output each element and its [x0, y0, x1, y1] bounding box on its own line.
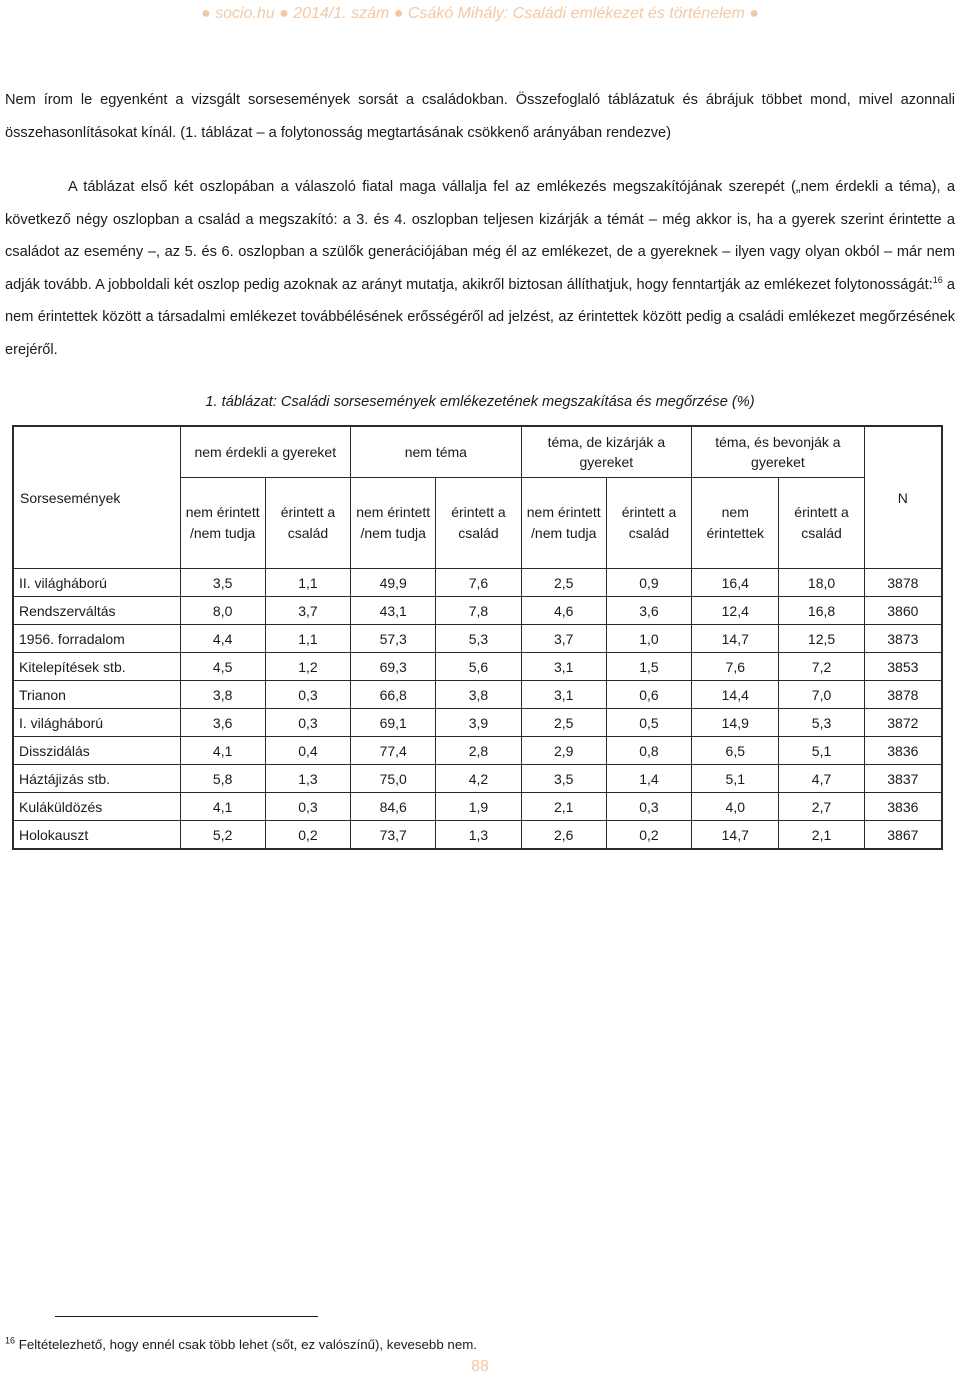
- value-cell: 7,2: [779, 653, 864, 681]
- value-cell: 4,2: [436, 765, 521, 793]
- row-label: Disszidálás: [13, 737, 180, 765]
- table-caption: 1. táblázat: Családi sorsesemények emlékezetének megszakítása és megőrzése (%): [205, 394, 755, 410]
- n-cell: 3878: [864, 569, 942, 597]
- row-label: Holokauszt: [13, 821, 180, 850]
- value-cell: 7,6: [692, 653, 779, 681]
- value-cell: 0,6: [606, 681, 691, 709]
- row-label: Trianon: [13, 681, 180, 709]
- value-cell: 43,1: [351, 597, 436, 625]
- n-cell: 3872: [864, 709, 942, 737]
- value-cell: 7,6: [436, 569, 521, 597]
- running-header: ● socio.hu ● 2014/1. szám ● Csákó Mihály: Családi emlékezet és történelem ●: [200, 5, 759, 22]
- value-cell: 49,9: [351, 569, 436, 597]
- n-cell: 3873: [864, 625, 942, 653]
- paragraph-intro: Nem írom le egyenként a vizsgált sorsesemények sorsát a családokban. Összefoglaló táblázatuk és ábrájuk többet mond, mivel azonnali összehasonlításokat kínál. (1. táblázat – a folytonosság megtartásának csökkenő arányában rendezve): [5, 92, 955, 141]
- value-cell: 1,3: [436, 821, 521, 850]
- value-cell: 1,5: [606, 653, 691, 681]
- value-cell: 3,6: [606, 597, 691, 625]
- value-cell: 14,7: [692, 821, 779, 850]
- row-label: I. világháború: [13, 709, 180, 737]
- value-cell: 4,5: [180, 653, 265, 681]
- value-cell: 4,1: [180, 793, 265, 821]
- value-cell: 5,1: [779, 737, 864, 765]
- value-cell: 8,0: [180, 597, 265, 625]
- table-row: [13, 709, 942, 737]
- value-cell: 2,1: [521, 793, 606, 821]
- value-cell: 1,4: [606, 765, 691, 793]
- value-cell: 1,1: [265, 625, 350, 653]
- table-body: [13, 569, 942, 850]
- group-header-topic-excluded: téma, de kizárják a gyereket: [521, 426, 692, 478]
- value-cell: 1,3: [265, 765, 350, 793]
- value-cell: 7,0: [779, 681, 864, 709]
- value-cell: 18,0: [779, 569, 864, 597]
- value-cell: 2,8: [436, 737, 521, 765]
- footnote-reference[interactable]: 16: [932, 274, 943, 285]
- subheader-cell: érintett a család: [779, 478, 864, 569]
- table-row: [13, 597, 942, 625]
- value-cell: 2,9: [521, 737, 606, 765]
- subheader-cell: nem érintett /nem tudja: [521, 478, 606, 569]
- subheader-cell: nem érintett /nem tudja: [351, 478, 436, 569]
- value-cell: 2,7: [779, 793, 864, 821]
- value-cell: 14,4: [692, 681, 779, 709]
- row-header-cell: Sorsesemények: [13, 426, 180, 569]
- value-cell: 75,0: [351, 765, 436, 793]
- value-cell: 0,8: [606, 737, 691, 765]
- value-cell: 77,4: [351, 737, 436, 765]
- footnote-separator: [55, 1316, 318, 1317]
- table-row: [13, 625, 942, 653]
- value-cell: 4,6: [521, 597, 606, 625]
- paragraph-table-explanation: [5, 171, 955, 366]
- value-cell: 84,6: [351, 793, 436, 821]
- row-label: 1956. forradalom: [13, 625, 180, 653]
- table-row: [13, 653, 942, 681]
- group-header-not-interested: nem érdekli a gyereket: [180, 426, 351, 478]
- row-label: Rendszerváltás: [13, 597, 180, 625]
- subheader-cell: érintett a család: [436, 478, 521, 569]
- footnote-text: Feltételezhető, hogy ennél csak több lehet (sőt, ez valószínű), kevesebb nem.: [15, 1337, 477, 1352]
- table-row: [13, 681, 942, 709]
- value-cell: 66,8: [351, 681, 436, 709]
- table-row: [13, 821, 942, 850]
- value-cell: 1,2: [265, 653, 350, 681]
- value-cell: 5,6: [436, 653, 521, 681]
- value-cell: 5,2: [180, 821, 265, 850]
- value-cell: 0,3: [265, 709, 350, 737]
- value-cell: 1,0: [606, 625, 691, 653]
- value-cell: 0,9: [606, 569, 691, 597]
- row-label: Háztájizás stb.: [13, 765, 180, 793]
- value-cell: 73,7: [351, 821, 436, 850]
- value-cell: 3,6: [180, 709, 265, 737]
- n-cell: 3836: [864, 793, 942, 821]
- page-number: 88: [471, 1358, 489, 1375]
- row-label: Kitelepítések stb.: [13, 653, 180, 681]
- footnote-number: 16: [5, 1335, 16, 1346]
- value-cell: 0,4: [265, 737, 350, 765]
- paragraph-text-continued: a nem érintettek között a társadalmi emlékezet továbbélésének erősségéről ad jelzést, az érintettek között pedig a családi emlékezet megőrzésének erejéről.: [5, 276, 955, 358]
- value-cell: 0,2: [265, 821, 350, 850]
- footnote: [5, 1334, 477, 1356]
- value-cell: 16,8: [779, 597, 864, 625]
- table-row: [13, 737, 942, 765]
- n-cell: 3853: [864, 653, 942, 681]
- value-cell: 12,5: [779, 625, 864, 653]
- value-cell: 69,1: [351, 709, 436, 737]
- value-cell: 0,5: [606, 709, 691, 737]
- paragraph-text: A táblázat első két oszlopában a válaszoló fiatal maga vállalja fel az emlékezés megszakítójának szerepét („nem érdekli a téma), a következő négy oszlopban a család a megszakító: a 3. és 4. oszlopban teljesen kizárják a témát – még akkor is, ha a gyerek szerint érintette a családot az esemény –, az 5. és 6. oszlopban a szülők generációjában még él az emlékezet, de a gyereknek – ilyen vagy olyan okból – már nem adják tovább. A jobboldali két oszlop pedig azoknak az arányt mutatja, akikről biztosan állíthatjuk, hogy fenntartják az emlékezet folytonosságát:: [5, 179, 955, 293]
- n-cell: 3837: [864, 765, 942, 793]
- subheader-cell: nem érintettek: [692, 478, 779, 569]
- value-cell: 0,3: [265, 681, 350, 709]
- subheader-cell: érintett a család: [606, 478, 691, 569]
- value-cell: 69,3: [351, 653, 436, 681]
- table-row: [13, 793, 942, 821]
- value-cell: 1,1: [265, 569, 350, 597]
- value-cell: 4,0: [692, 793, 779, 821]
- value-cell: 3,8: [436, 681, 521, 709]
- value-cell: 3,9: [436, 709, 521, 737]
- n-cell: 3878: [864, 681, 942, 709]
- value-cell: 5,1: [692, 765, 779, 793]
- subheader-cell: nem érintett /nem tudja: [180, 478, 265, 569]
- n-cell: 3860: [864, 597, 942, 625]
- value-cell: 3,5: [521, 765, 606, 793]
- value-cell: 0,2: [606, 821, 691, 850]
- value-cell: 4,4: [180, 625, 265, 653]
- n-cell: 3867: [864, 821, 942, 850]
- value-cell: 14,9: [692, 709, 779, 737]
- table-row: [13, 569, 942, 597]
- value-cell: 12,4: [692, 597, 779, 625]
- value-cell: 5,3: [779, 709, 864, 737]
- table-row: [13, 765, 942, 793]
- value-cell: 57,3: [351, 625, 436, 653]
- value-cell: 14,7: [692, 625, 779, 653]
- value-cell: 1,9: [436, 793, 521, 821]
- value-cell: 3,7: [265, 597, 350, 625]
- table-header-row-groups: [13, 426, 942, 478]
- value-cell: 3,8: [180, 681, 265, 709]
- value-cell: 2,6: [521, 821, 606, 850]
- value-cell: 3,7: [521, 625, 606, 653]
- group-header-not-topic: nem téma: [351, 426, 522, 478]
- subheader-cell: érintett a család: [265, 478, 350, 569]
- value-cell: 6,5: [692, 737, 779, 765]
- group-header-topic-included: téma, és bevonják a gyereket: [692, 426, 865, 478]
- value-cell: 0,3: [606, 793, 691, 821]
- value-cell: 2,5: [521, 569, 606, 597]
- value-cell: 4,1: [180, 737, 265, 765]
- value-cell: 5,8: [180, 765, 265, 793]
- value-cell: 3,1: [521, 681, 606, 709]
- data-table: [12, 425, 943, 850]
- row-label: II. világháború: [13, 569, 180, 597]
- value-cell: 2,5: [521, 709, 606, 737]
- value-cell: 3,1: [521, 653, 606, 681]
- value-cell: 0,3: [265, 793, 350, 821]
- value-cell: 5,3: [436, 625, 521, 653]
- n-header: N: [864, 426, 942, 569]
- value-cell: 2,1: [779, 821, 864, 850]
- value-cell: 7,8: [436, 597, 521, 625]
- value-cell: 3,5: [180, 569, 265, 597]
- value-cell: 16,4: [692, 569, 779, 597]
- value-cell: 4,7: [779, 765, 864, 793]
- n-cell: 3836: [864, 737, 942, 765]
- row-label: Kuláküldözés: [13, 793, 180, 821]
